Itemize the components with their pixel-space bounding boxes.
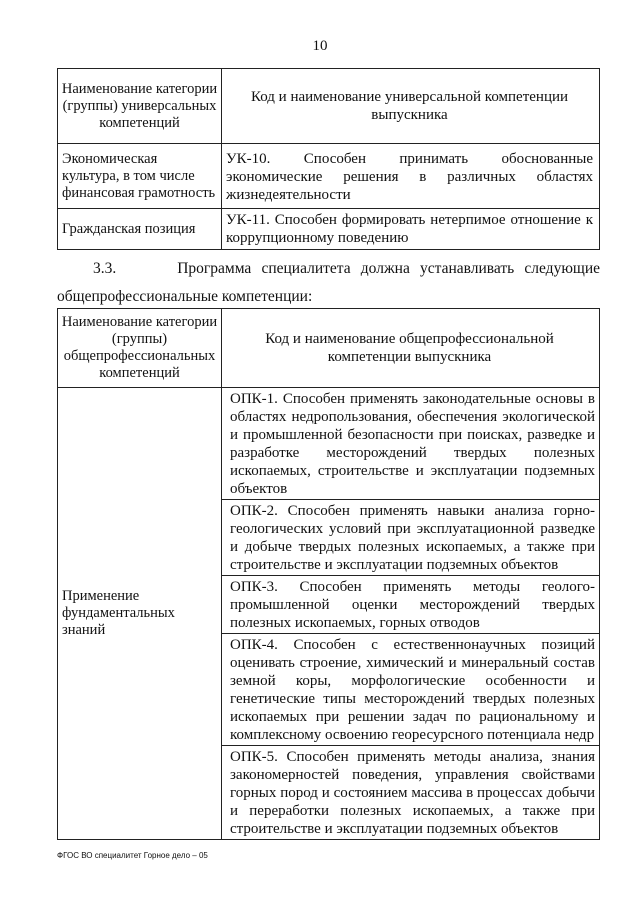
page-number: 10	[312, 38, 328, 54]
row-category: Применение фундаментальных знаний	[58, 388, 222, 840]
universal-competences-table	[57, 68, 600, 250]
header-category: Наименование категории (группы) общепрофессиональных компетенций	[58, 309, 222, 388]
section-paragraph	[57, 255, 600, 311]
competence-item: ОПК-5. Способен применять методы анализа, знания закономерностей поведения, управления свойствами горных пород и состоянием массива в процессах добычи и переработки полезных ископаемых, а также при строительстве и эксплуатации подземных объектов	[230, 749, 595, 837]
row-competence: УК-10. Способен принимать обоснованные экономические решения в различных областях жизнедеятельности	[222, 144, 600, 209]
competence-item: ОПК-3. Способен применять методы геолого-промышленной оценки месторождений твердых полезных ископаемых, горных отводов	[222, 576, 599, 634]
table-header-row	[58, 69, 600, 144]
document-footer: ФГОС ВО специалитет Горное дело – 05	[57, 851, 208, 860]
row-competence: УК-11. Способен формировать нетерпимое отношение к коррупционному поведению	[222, 209, 600, 250]
row-category: Гражданская позиция	[58, 209, 222, 250]
header-competence: Код и наименование универсальной компетенции выпускника	[222, 69, 600, 144]
paragraph-text: Программа специалитета должна устанавливать следующие общепрофессиональные компетенции:	[57, 260, 601, 305]
competence-item: ОПК-4. Способен с естественнонаучных позиций оценивать строение, химический и минеральный состав земной коры, морфологические особенности и генетические типы месторождений твердых полезных ископаемых при решении задач по рациональному и комплексному освоению георесурсного потенциала недр	[222, 634, 599, 746]
table-header-row	[58, 309, 600, 388]
paragraph-number: 3.3.	[93, 260, 117, 277]
competence-item: ОПК-1. Способен применять законодательные основы в областях недропользования, обеспечения экологической и промышленной безопасности при поисках, разведке и разработке месторождений твердых полезных ископаемых, строительстве и эксплуатации подземных объектов	[222, 388, 599, 500]
competence-list	[222, 388, 600, 840]
header-category: Наименование категории (группы) универсальных компетенций	[58, 69, 222, 144]
competence-item: ОПК-2. Способен применять навыки анализа горно-геологических условий при эксплуатационной разведке и добыче твердых полезных ископаемых, а также при строительстве и эксплуатации подземных объектов	[222, 500, 599, 576]
header-competence: Код и наименование общепрофессиональной компетенции выпускника	[222, 309, 600, 388]
table-row	[58, 144, 600, 209]
table-row	[58, 209, 600, 250]
general-professional-competences-table	[57, 308, 600, 840]
row-category: Экономическая культура, в том числе финансовая грамотность	[58, 144, 222, 209]
table-row	[58, 388, 600, 840]
